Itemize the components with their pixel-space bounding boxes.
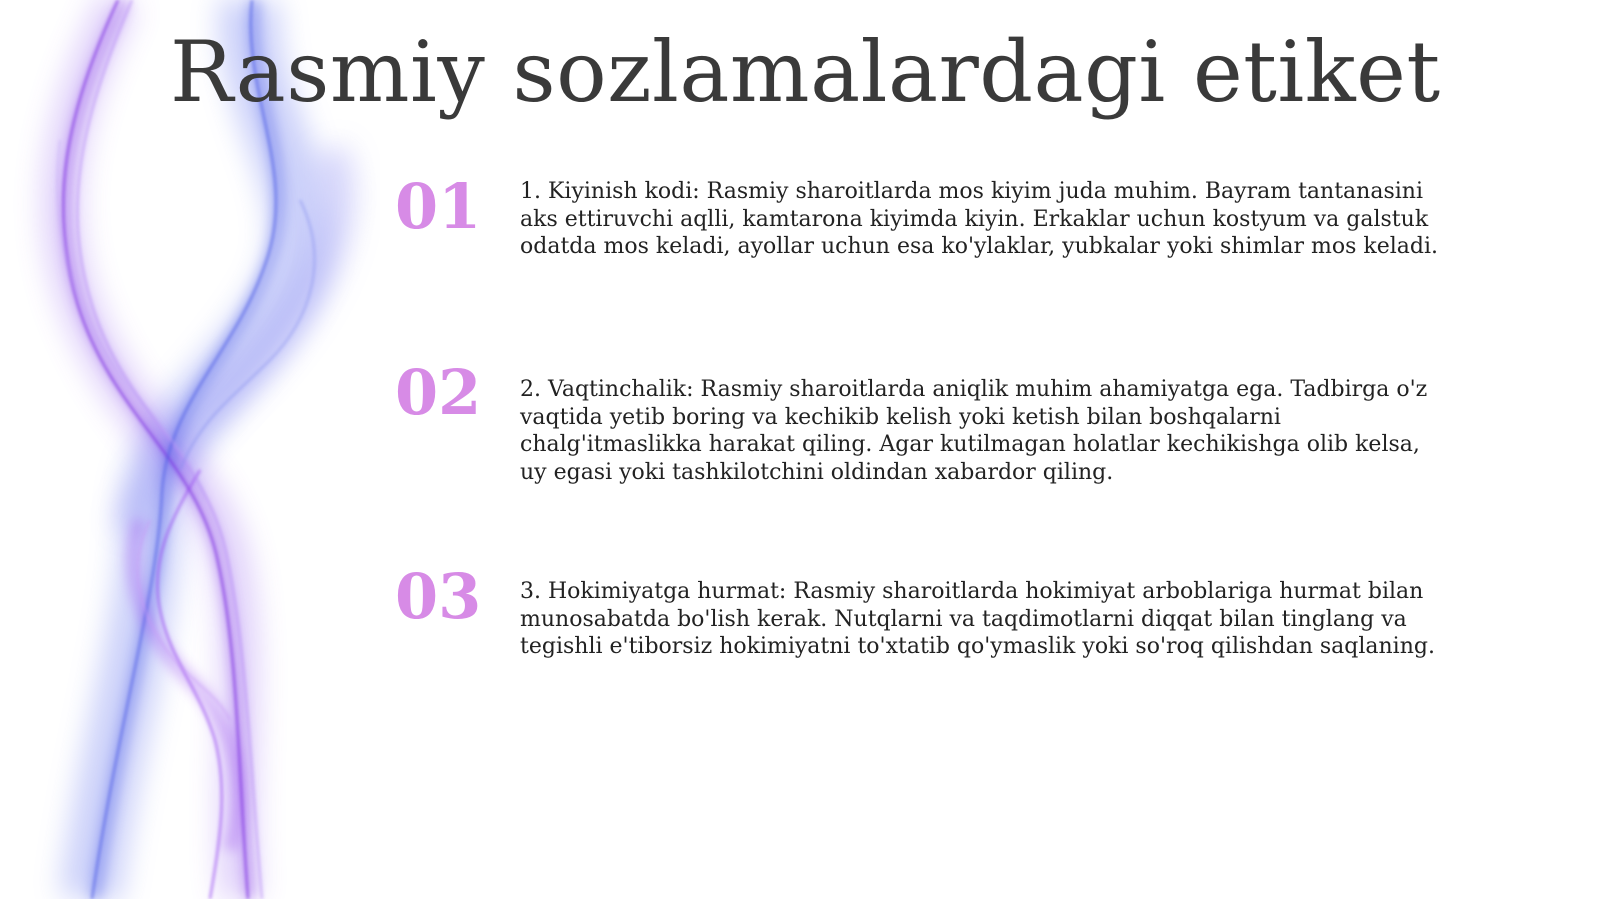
item-number: 02 — [395, 356, 482, 429]
item-text: 2. Vaqtinchalik: Rasmiy sharoitlarda aniqlik muhim ahamiyatga ega. Tadbirga o'z vaqtida yetib boring va kechikib kelish yoki ketish bilan boshqalarni chalg'itmaslikka harakat qiling. Agar kutilmagan holatlar kechikishga olib kelsa, uy egasi yoki tashkilotchini oldindan xabardor qiling. — [520, 377, 1428, 485]
slide-title: Rasmiy sozlamalardagi etiket — [170, 23, 1441, 121]
item-text: 3. Hokimiyatga hurmat: Rasmiy sharoitlarda hokimiyat arboblariga hurmat bilan munosabatda bo'lish kerak. Nutqlarni va taqdimotlarni diqqat bilan tinglang va tegishli e'tiborsiz hokimiyatni to'xtatib qo'ymaslik yoki so'roq qilishdan saqlaning. — [520, 579, 1435, 659]
item-text: 1. Kiyinish kodi: Rasmiy sharoitlarda mos kiyim juda muhim. Bayram tantanasini aks ettiruvchi aqlli, kamtarona kiyimda kiyin. Erkaklar uchun kostyum va galstuk odatda mos keladi, ayollar uchun esa ko'ylaklar, yubkalar yoki shimlar mos keladi. — [520, 179, 1438, 259]
item-number: 03 — [395, 560, 482, 633]
purple-smoke-decoration — [0, 0, 380, 899]
item-number: 01 — [395, 170, 482, 243]
